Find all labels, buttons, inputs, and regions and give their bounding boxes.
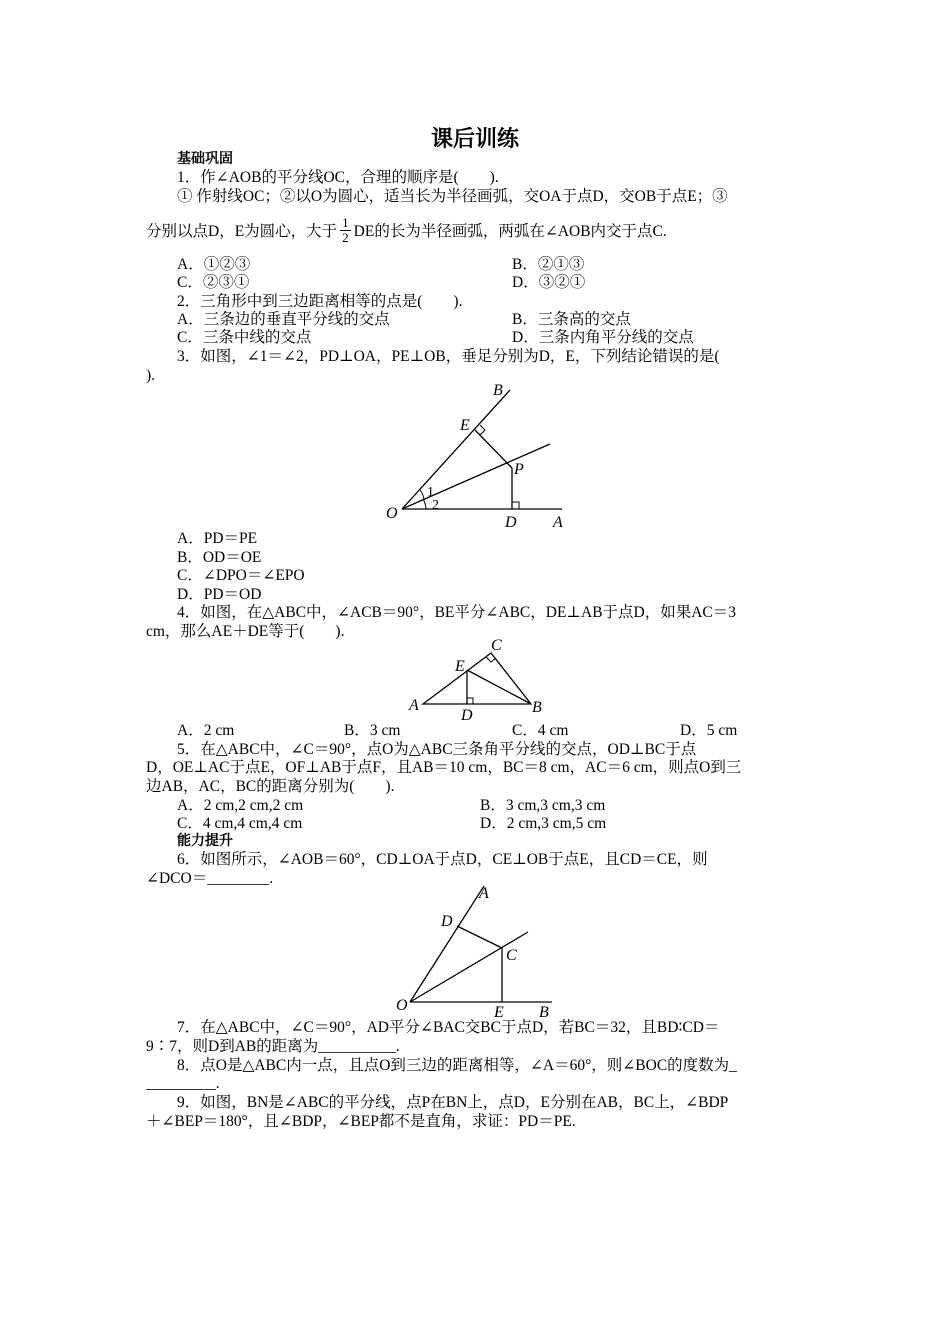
label-d: D (461, 707, 473, 722)
label-angle-2: 2 (432, 498, 439, 513)
q9-stem-end: ＋∠BEP＝180°，且∠BDP，∠BEP都不是直角，求证：PD＝PE. (146, 1113, 576, 1130)
q4-stem-end: cm，那么AE＋DE等于( ). (146, 623, 345, 640)
q8-stem-end: _________. (146, 1075, 220, 1092)
fraction-half (340, 216, 351, 245)
q5-option-d: D．2 cm,3 cm,5 cm (480, 815, 607, 832)
q3-option-b: B．OD＝OE (177, 549, 262, 566)
label-e: E (494, 1004, 504, 1020)
q9-stem: 9．如图，BN是∠ABC的平分线，点P在BN上，点D，E分别在AB，BC上，∠BDP (177, 1094, 729, 1111)
label-a: A (479, 885, 489, 902)
q3-option-d: D．PD＝OD (177, 586, 262, 603)
triangle-abc (423, 653, 531, 704)
q2-stem: 2．三角形中到三边距离相等的点是( ). (177, 293, 463, 310)
q1-option-c: C．②③① (177, 274, 250, 291)
q6-stem-end: ∠DCO＝________. (146, 870, 274, 887)
q1-option-b: B．②①③ (512, 256, 585, 273)
angle-arc-2 (424, 501, 426, 509)
ray-oa (410, 886, 484, 1002)
label-angle-1: 1 (427, 485, 434, 500)
segment-be (467, 670, 531, 704)
q1-option-a: A．①②③ (177, 256, 251, 273)
label-a: A (553, 514, 563, 530)
q7-stem: 7．在△ABC中，∠C＝90°，AD平分∠BAC交BC于点D，若BC＝32，且BD∶CD＝ (177, 1019, 720, 1036)
label-c: C (491, 637, 502, 654)
label-p: P (514, 461, 524, 478)
label-b: B (532, 699, 542, 716)
q7-stem-end: 9∶7，则D到AB的距离为__________. (146, 1038, 400, 1055)
q6-stem: 6．如图所示，∠AOB＝60°，CD⊥OA于点D，CE⊥OB于点E，且CD＝CE，则 (177, 851, 708, 868)
right-angle-mark-d (467, 698, 473, 704)
q2-option-d: D．三条内角平分线的交点 (512, 329, 694, 346)
q5-line3: 边AB，AC，BC的距离分别为( ). (146, 778, 395, 795)
section-heading-basic: 基础巩固 (177, 151, 233, 167)
q4-option-a: A．2 cm (177, 722, 235, 739)
label-o: O (386, 505, 398, 522)
label-e: E (460, 417, 470, 434)
label-c: C (506, 947, 517, 964)
q5-line2: D，OE⊥AC于点E，OF⊥AB于点F，且AB＝10 cm，BC＝8 cm，AC＝6 cm，则点O到三 (146, 759, 742, 776)
q5-stem: 5．在△ABC中，∠C＝90°，点O为△ABC三条角平分线的交点，OD⊥BC于点 (177, 741, 697, 758)
label-d: D (505, 514, 517, 530)
q1-line3-b: DE的长为半径画弧，两弧在∠AOB内交于点C. (353, 223, 667, 241)
label-b: B (539, 1004, 549, 1020)
q6-figure (392, 880, 562, 1020)
fraction-denominator: 2 (342, 230, 349, 245)
section-heading-advanced: 能力提升 (177, 833, 233, 849)
ray-oc (410, 932, 528, 1002)
q5-option-a: A．2 cm,2 cm,2 cm (177, 797, 304, 814)
q4-stem: 4．如图，在△ABC中，∠ACB＝90°，BE平分∠ABC，DE⊥AB于点D，如果AC＝3 (177, 604, 737, 621)
q5-option-c: C．4 cm,4 cm,4 cm (177, 815, 303, 832)
label-b: B (493, 382, 503, 399)
q1-line3-a: 分别以点D，E为圆心，大于 (146, 223, 338, 241)
fraction-numerator: 1 (342, 215, 349, 230)
q1-stem: 1．作∠AOB的平分线OC，合理的顺序是( ). (177, 169, 499, 186)
right-angle-mark-d (512, 502, 519, 509)
q2-option-b: B．三条高的交点 (512, 311, 631, 328)
page-title: 课后训练 (430, 127, 519, 152)
label-o: O (396, 997, 408, 1014)
q4-option-b: B．3 cm (344, 722, 401, 739)
q4-option-c: C．4 cm (512, 722, 569, 739)
segment-cd (457, 926, 502, 948)
q2-option-c: C．三条中线的交点 (177, 329, 312, 346)
q3-stem-end: ). (146, 367, 156, 384)
label-a: A (409, 697, 419, 714)
q3-option-c: C．∠DPO＝∠EPO (177, 567, 305, 584)
q3-stem: 3．如图，∠1＝∠2，PD⊥OA，PE⊥OB，垂足分别为D，E，下列结论错误的是( (177, 348, 720, 365)
q1-option-d: D．③②① (512, 274, 586, 291)
label-e: E (455, 658, 465, 675)
right-angle-mark-e (480, 425, 485, 435)
q3-figure (380, 378, 580, 530)
q1-line3 (146, 215, 667, 247)
q8-stem: 8．点O是△ABC内一点，且点O到三边的距离相等，∠A＝60°，则∠BOC的度数为_ (177, 1057, 737, 1074)
q3-option-a: A．PD＝PE (177, 530, 258, 547)
q4-option-d: D．5 cm (680, 722, 738, 739)
q4-figure (405, 636, 555, 722)
label-d: D (441, 913, 453, 930)
q1-line2: ① 作射线OC；②以O为圆心，适当长为半径画弧，交OA于点D，交OB于点E；③ (177, 188, 728, 205)
segment-pe (475, 430, 512, 468)
q5-option-b: B．3 cm,3 cm,3 cm (480, 797, 606, 814)
q2-option-a: A．三条边的垂直平分线的交点 (177, 311, 390, 328)
